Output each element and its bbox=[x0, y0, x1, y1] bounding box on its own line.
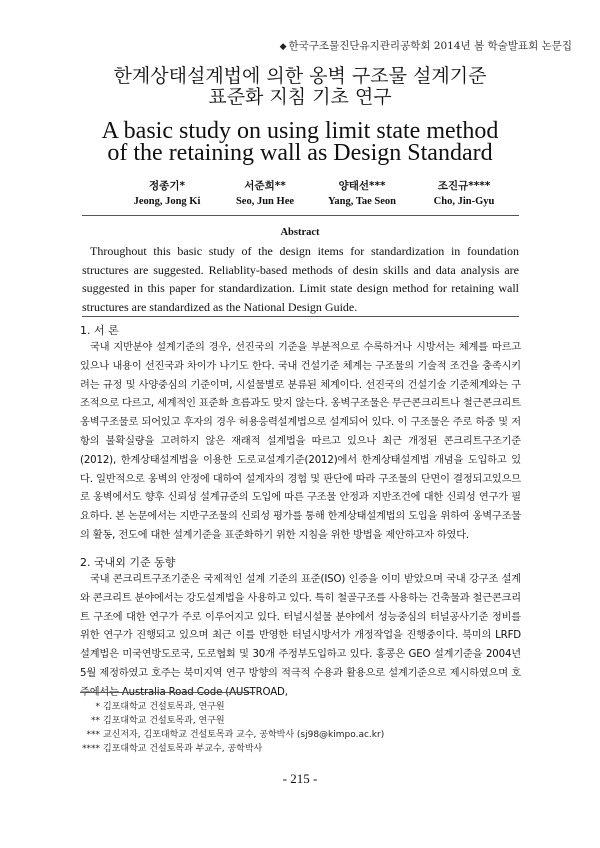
footnote-item bbox=[80, 714, 520, 728]
footnote-item bbox=[80, 728, 520, 742]
title-en-line-2: of the retaining wall as Design Standard bbox=[107, 140, 493, 166]
author-3 bbox=[306, 178, 418, 210]
section-1-paragraph: 국내 지반분야 설계기준의 경우, 선진국의 기준을 부분적으로 수록하거나 시방서는 체계를 따르고 있으나 내용이 선진국과 차이가 나기도 한다. 국내 건설기준 체계는 구조물의 기술적 조건을 충족시키려는 규정 및 사양중심의 기준이며, 시설물별로 분류된 체계이다. 선진국의 건설기술 기준체계와는 구조적으로 다르고, 세계적인 표준화 흐름과도 맞지 않는다. 옹벽구조물은 무근콘크리트나 철근콘크리트 옹벽구조물로 되어있고 후자의 경우 허용응력설계법으로 설계되어 있다. 이 구조물은 주로 하중 및 저항의 불확실량을 고려하지 않은 재래적 설계법을 따르고 있으나 최근 개정된 콘크리트구조기준(2012), 한계상태설계법을 이용한 도로교설계기준(2012)에서 한계상태설계법 개념을 도입하고 있다. 일반적으로 옹벽의 안정에 대하여 설계자의 경험 및 판단에 따라 구조물의 단면이 결정되고있으므로 옹벽에서도 향후 신뢰성 설계규준의 도입에 따른 구조물 안정과 지반조건에 대한 신뢰성 연구가 필요하다. 본 논문에서는 지반구조물의 신뢰성 평가를 통해 한계상태설계법의 도입을 위하여 옹벽구조물의 활동, 전도에 대한 설계기준을 표준화하기 위한 지침을 위한 방법을 제안하고자 하였다. bbox=[80, 342, 521, 541]
author-1 bbox=[122, 178, 212, 210]
paper-title-korean bbox=[0, 66, 600, 108]
footnote-rule bbox=[80, 692, 255, 693]
footnote-text: 교신저자, 김포대학교 건설토목과 교수, 공학박사 (sj98@kimpo.ac.kr) bbox=[103, 730, 385, 740]
footnote-text: 김포대학교 건설토목과, 연구원 bbox=[103, 716, 225, 726]
footnote-item bbox=[80, 700, 520, 714]
diamond-bullet-icon: ◆ bbox=[279, 42, 287, 52]
footnote-item bbox=[80, 742, 520, 756]
section-2-title: 2. 국내외 기준 동향 bbox=[80, 556, 176, 569]
footnote-list bbox=[80, 700, 520, 756]
section-2-paragraph: 국내 콘크리트구조기준은 국제적인 설계 기준의 표준(ISO) 인증을 이미 받았으며 국내 강구조 설계와 콘크리트 분야에서는 강도설계법을 사용하고 있다. 특히 철골구조를 사용하는 건축물과 철근콘크리트 구조에 대한 연구가 주로 이루어지고 있다. 터널시설물 분야에서 성능중심의 터널공사기준 정비를 위한 연구가 진행되고 있으며 최근 이를 반영한 터널시방서가 개정작업을 진행중이다. 북미의 LRFD 설계법은 미국연방도로국, 도로협회 및 30개 주정부도입하고 있다. 홍콩은 GEO 설계기준을 2004년 5월 제정하였고 호주는 북미지역 연구 방향의 적극적 수용과 활용으로 설계기준으로 제시하였으며 호주에서는 Australia Road Code (AUSTROAD, bbox=[80, 574, 521, 698]
abstract-bottom-rule bbox=[82, 316, 519, 317]
section-1-title: 1. 서 론 bbox=[80, 324, 119, 337]
abstract-heading: Abstract bbox=[280, 227, 320, 238]
author-name-korean: 양태선*** bbox=[338, 180, 386, 192]
running-header bbox=[280, 38, 572, 53]
footnote-mark: * bbox=[95, 702, 100, 712]
author-name-english: Jeong, Jong Ki bbox=[133, 196, 201, 207]
author-2 bbox=[220, 178, 310, 210]
author-name-english: Yang, Tae Seon bbox=[328, 196, 396, 207]
footnote-mark: *** bbox=[86, 730, 100, 740]
footnote-text: 김포대학교 건설토목과, 연구원 bbox=[103, 702, 225, 712]
author-name-korean: 조진규**** bbox=[437, 180, 491, 192]
title-en-line-1: A basic study on using limit state method bbox=[101, 118, 499, 144]
footnote-text: 김포대학교 건설토목과 부교수, 공학박사 bbox=[103, 744, 263, 754]
author-4 bbox=[414, 178, 514, 210]
abstract-text: Throughout this basic study of the design items for standardization in foundation structures are suggested. Reliablity-based methods of desin skills and data analysis are suggested in this paper for standardization. Limit state design method for retaining wall structures are standardized as the National Design Guide. bbox=[82, 244, 519, 314]
footnote-mark: ** bbox=[91, 716, 100, 726]
author-name-korean: 정종기* bbox=[149, 180, 185, 192]
author-name-english: Cho, Jin-Gyu bbox=[433, 196, 495, 207]
abstract-top-rule bbox=[82, 215, 519, 216]
running-header-text: 한국구조물진단유지관리공학회 2014년 봄 학술발표회 논문집 bbox=[288, 40, 572, 52]
paper-title-english bbox=[0, 120, 600, 164]
title-ko-line-1: 한계상태설계법에 의한 옹벽 구조물 설계기준 bbox=[113, 65, 487, 87]
author-list bbox=[122, 178, 522, 218]
author-name-english: Seo, Jun Hee bbox=[235, 196, 295, 207]
footnote-mark: **** bbox=[82, 744, 100, 754]
page-number: - 215 - bbox=[282, 771, 318, 786]
title-ko-line-2: 표준화 지침 기초 연구 bbox=[208, 86, 392, 108]
author-name-korean: 서준희** bbox=[244, 180, 286, 192]
